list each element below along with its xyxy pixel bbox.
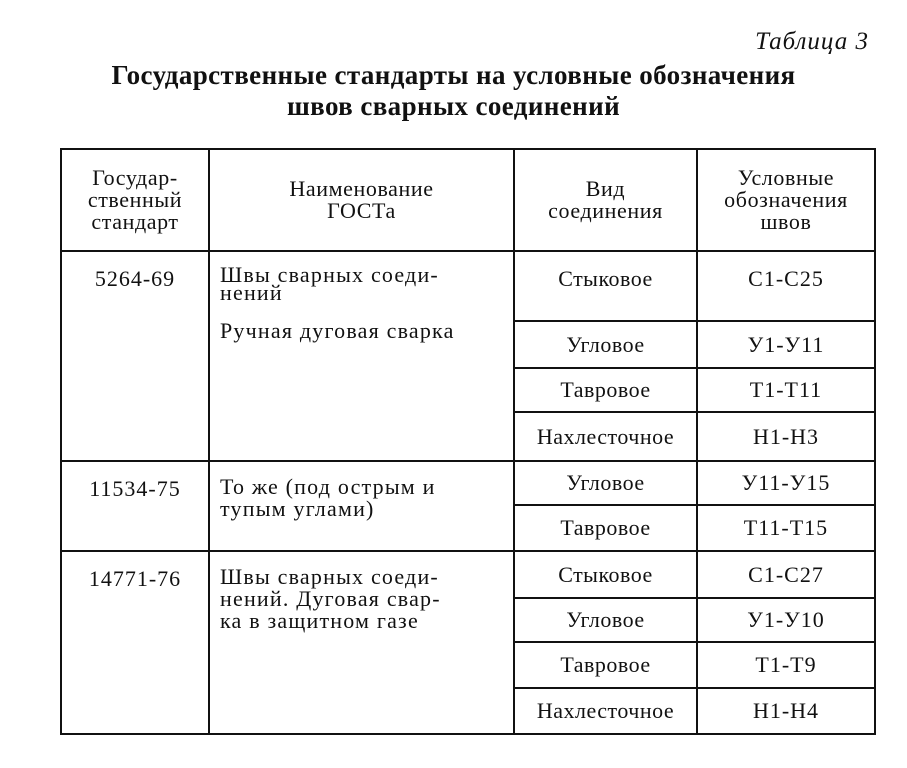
- designation-cell: Т1-Т11: [697, 368, 875, 412]
- standards-table: [60, 148, 876, 735]
- designation-cell: У11-У15: [697, 461, 875, 505]
- standard-name-extra: Ручная дуговая сварка: [220, 318, 455, 343]
- header-standard-line: ственный: [87, 187, 183, 212]
- standard-cell: 14771-76: [61, 551, 209, 734]
- joint-type-cell: Угловое: [514, 321, 697, 368]
- standard-cell: 11534-75: [61, 461, 209, 551]
- standard-cell: 5264-69: [61, 251, 209, 461]
- table-row: [61, 251, 875, 321]
- title-line-2: швов сварных соединений: [286, 91, 621, 121]
- joint-type-cell: Нахлесточное: [514, 412, 697, 461]
- designation-cell: Т1-Т9: [697, 642, 875, 688]
- standard-name-line: нений: [220, 280, 283, 305]
- header-name-line: Наименование: [289, 176, 434, 201]
- designation-cell: С1-С25: [697, 251, 875, 321]
- designation-cell: Н1-Н4: [697, 688, 875, 734]
- joint-type-cell: Угловое: [514, 598, 697, 642]
- table-header-row: [61, 149, 875, 251]
- header-joint-type-line: соединения: [548, 198, 663, 223]
- header-name: [209, 149, 514, 251]
- joint-type-cell: Стыковое: [514, 551, 697, 598]
- header-designations: [697, 149, 875, 251]
- header-standard-line: Государ-: [92, 165, 178, 190]
- table-row: [61, 461, 875, 505]
- joint-type-cell: Тавровое: [514, 505, 697, 551]
- table-row: [61, 551, 875, 598]
- header-standard-line: стандарт: [91, 209, 179, 234]
- joint-type-cell: Тавровое: [514, 368, 697, 412]
- joint-type-cell: Стыковое: [514, 251, 697, 321]
- standard-name-line: Швы сварных соеди-: [220, 262, 439, 287]
- joint-type-cell: Нахлесточное: [514, 688, 697, 734]
- header-designations-line: обозначения: [724, 187, 848, 212]
- designation-cell: С1-С27: [697, 551, 875, 598]
- standard-name-cell: [209, 251, 514, 461]
- standard-name-cell: [209, 461, 514, 551]
- standard-name-line: То же (под острым и: [220, 474, 436, 499]
- header-name-line: ГОСТа: [327, 198, 396, 223]
- standard-name-line: тупым углами): [220, 496, 375, 521]
- standard-name-line: ка в защитном газе: [220, 608, 419, 633]
- designation-cell: Т11-Т15: [697, 505, 875, 551]
- designation-cell: У1-У10: [697, 598, 875, 642]
- standard-name-cell: [209, 551, 514, 734]
- standard-name-line: нений. Дуговая свар-: [220, 586, 441, 611]
- joint-type-cell: Угловое: [514, 461, 697, 505]
- designation-cell: Н1-Н3: [697, 412, 875, 461]
- page-title: [0, 60, 907, 122]
- designation-cell: У1-У11: [697, 321, 875, 368]
- joint-type-cell: Тавровое: [514, 642, 697, 688]
- title-line-1: Государственные стандарты на условные обозначения: [111, 60, 796, 90]
- header-designations-line: Условные: [737, 165, 835, 190]
- standard-name-line: Швы сварных соеди-: [220, 564, 439, 589]
- header-standard: [61, 149, 209, 251]
- header-joint-type-line: Вид: [585, 176, 626, 201]
- header-joint-type: [514, 149, 697, 251]
- header-designations-line: швов: [760, 209, 812, 234]
- table-number: Таблица 3: [755, 28, 869, 55]
